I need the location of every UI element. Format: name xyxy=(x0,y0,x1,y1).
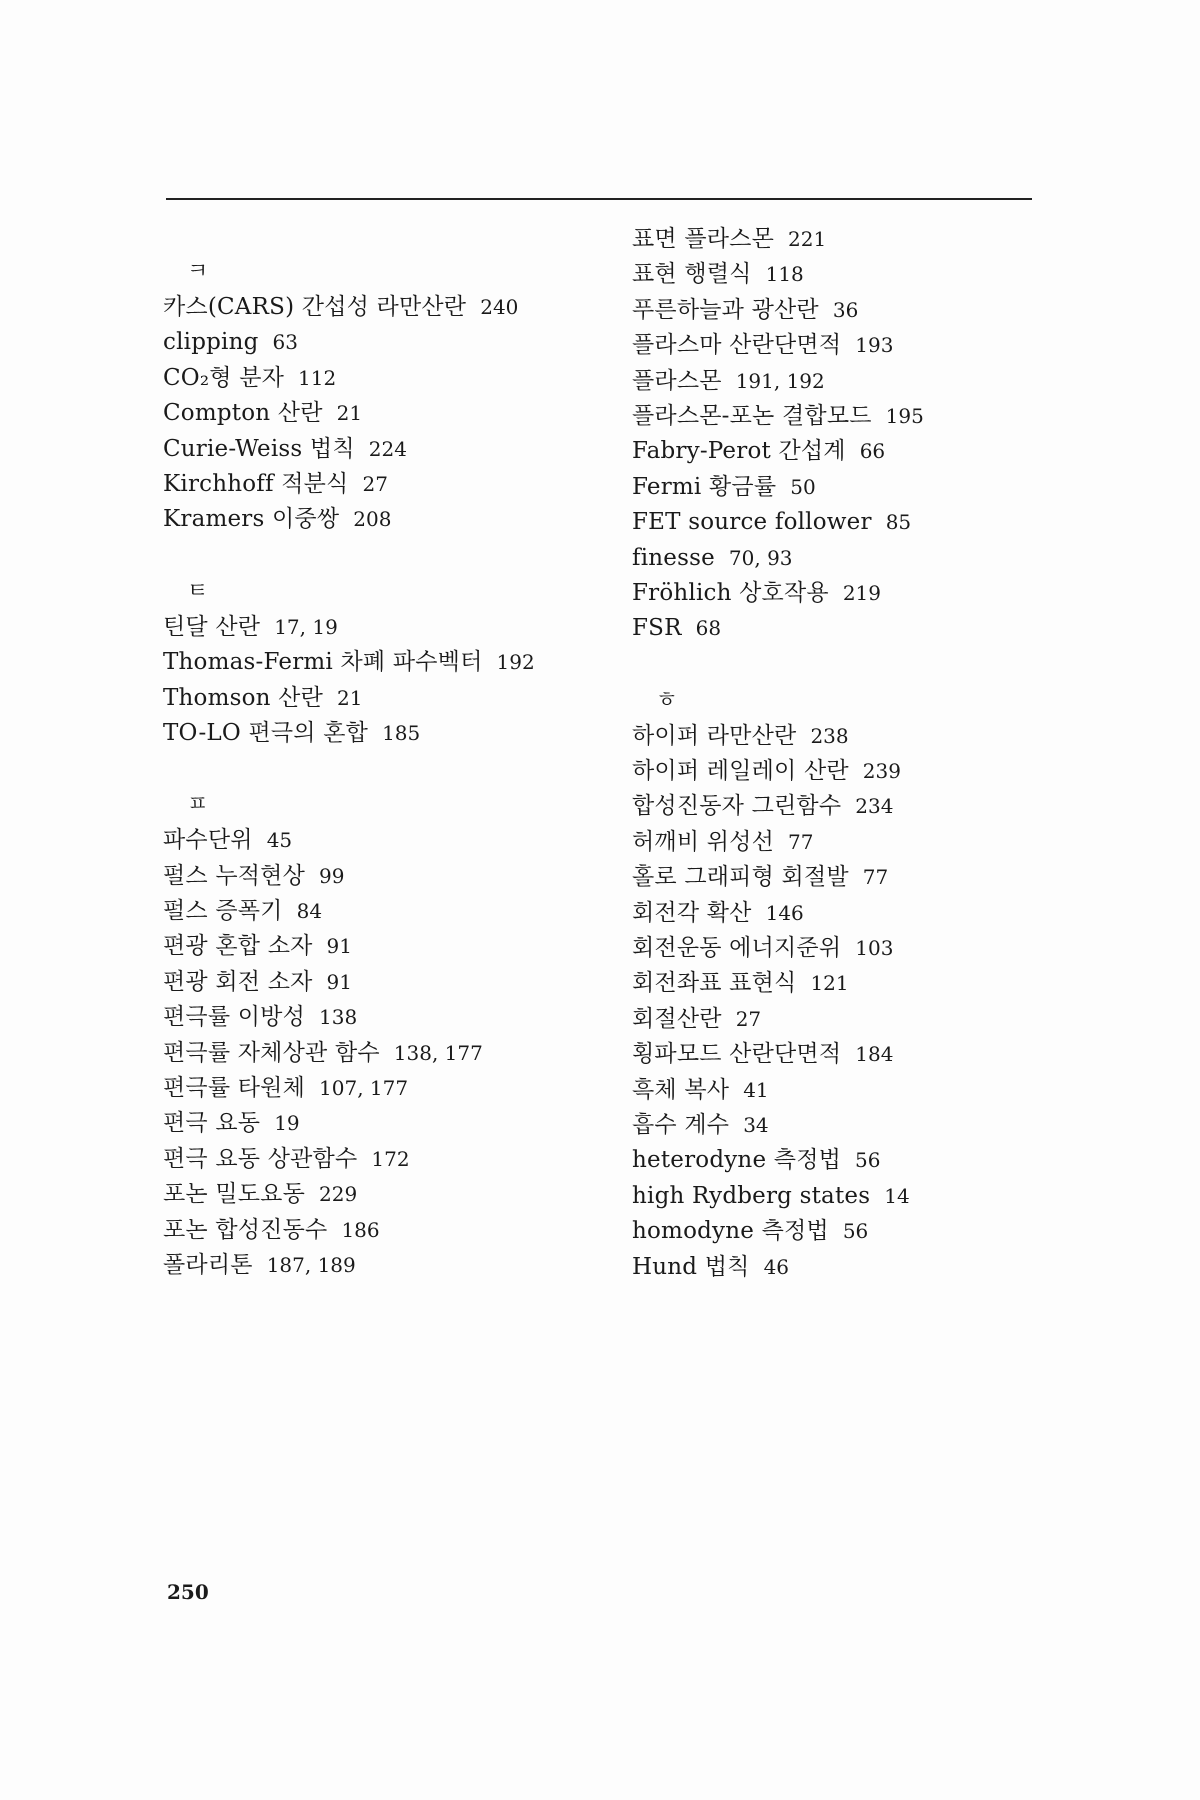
index-entry xyxy=(632,1037,1112,1072)
index-group-kieuk xyxy=(163,254,643,538)
group-heading: ㅍ xyxy=(187,792,209,818)
index-entry xyxy=(632,860,1112,895)
index-group-pieup-continued xyxy=(632,222,1112,647)
entry-term: 편극률 타원체 xyxy=(163,1075,306,1102)
index-entry xyxy=(632,1108,1112,1143)
entry-term: FET source follower xyxy=(632,509,872,536)
entry-term: heterodyne 측정법 xyxy=(632,1147,842,1174)
entry-term: 펄스 누적현상 xyxy=(163,862,306,889)
group-heading: ㅌ xyxy=(187,578,209,604)
index-entry xyxy=(163,1177,643,1212)
group-gap xyxy=(632,647,1112,683)
index-entry xyxy=(163,1071,643,1106)
entry-term: 흑체 복사 xyxy=(632,1076,730,1103)
index-entry xyxy=(632,896,1112,931)
page-number: 250 xyxy=(167,1580,209,1604)
entry-pages: 99 xyxy=(319,863,345,888)
index-entry xyxy=(632,541,1112,576)
entry-pages: 19 xyxy=(274,1111,300,1136)
entry-pages: 112 xyxy=(298,365,337,390)
entry-term: 폴라리톤 xyxy=(163,1251,253,1278)
index-entry xyxy=(632,328,1112,363)
entry-term: high Rydberg states xyxy=(632,1182,871,1209)
index-entry xyxy=(163,467,643,502)
entry-pages: 34 xyxy=(743,1112,769,1137)
entry-term: 카스(CARS) 간섭성 라만산란 xyxy=(163,294,467,320)
entry-pages: 70, 93 xyxy=(728,545,793,570)
index-entry xyxy=(632,364,1112,399)
entry-pages: 56 xyxy=(842,1219,869,1244)
entry-pages: 17, 19 xyxy=(274,614,338,639)
index-entry xyxy=(163,325,643,360)
entry-pages: 27 xyxy=(362,471,388,496)
entry-term: finesse xyxy=(632,544,715,571)
index-entry xyxy=(163,929,643,964)
entry-pages: 63 xyxy=(272,330,298,355)
entry-term: Fröhlich 상호작용 xyxy=(632,579,829,606)
entry-pages: 77 xyxy=(788,829,814,854)
index-entry xyxy=(163,432,643,467)
index-entry xyxy=(632,1179,1112,1214)
entry-pages: 221 xyxy=(788,227,827,251)
entry-term: Thomson 산란 xyxy=(163,684,324,711)
entry-pages: 239 xyxy=(862,759,901,784)
entry-term: 틴달 산란 xyxy=(163,613,261,640)
index-entry xyxy=(632,1250,1112,1285)
entry-term: 편극률 자체상관 함수 xyxy=(163,1039,380,1066)
index-entry xyxy=(163,859,643,894)
entry-term: Fermi 황금률 xyxy=(632,473,777,500)
index-entry xyxy=(632,257,1112,292)
index-group-hieut xyxy=(632,683,1112,1285)
index-entry xyxy=(163,1036,643,1071)
index-entry xyxy=(163,290,643,325)
entry-pages: 118 xyxy=(765,262,804,287)
index-entry xyxy=(163,396,643,431)
entry-pages: 185 xyxy=(382,720,421,745)
entry-pages: 184 xyxy=(855,1042,894,1067)
entry-pages: 186 xyxy=(341,1217,380,1242)
entry-pages: 138, 177 xyxy=(393,1040,483,1065)
entry-term: 포논 합성진동수 xyxy=(163,1216,328,1243)
index-entry xyxy=(632,293,1112,328)
index-entry xyxy=(163,894,643,929)
index-entry xyxy=(632,434,1112,469)
index-group-tieut xyxy=(163,574,643,752)
entry-term: 플라스몬-포논 결합모드 xyxy=(632,402,872,429)
entry-term: 파수단위 xyxy=(163,827,253,854)
entry-pages: 85 xyxy=(885,510,912,535)
entry-pages: 146 xyxy=(765,900,804,925)
entry-pages: 234 xyxy=(855,794,894,819)
left-column xyxy=(163,222,643,1283)
index-entry xyxy=(632,1214,1112,1249)
entry-pages: 36 xyxy=(832,297,859,322)
index-entry xyxy=(632,576,1112,611)
index-entry xyxy=(632,1073,1112,1108)
index-entry xyxy=(632,222,1112,257)
entry-pages: 91 xyxy=(326,969,352,994)
index-entry xyxy=(632,825,1112,860)
entry-term: 편광 혼합 소자 xyxy=(163,933,313,960)
entry-pages: 27 xyxy=(735,1006,762,1031)
index-entry xyxy=(163,361,643,396)
index-entry xyxy=(632,789,1112,824)
entry-pages: 229 xyxy=(319,1182,358,1207)
entry-pages: 56 xyxy=(855,1148,881,1173)
entry-term: 편극 요동 상관함수 xyxy=(163,1145,358,1172)
entry-pages: 21 xyxy=(336,401,363,426)
entry-term: Thomas-Fermi 차폐 파수벡터 xyxy=(163,649,483,676)
index-entry xyxy=(163,610,643,645)
entry-pages: 219 xyxy=(842,580,881,605)
index-entry xyxy=(632,470,1112,505)
entry-term: Curie-Weiss 법칙 xyxy=(163,435,355,462)
entry-term: Fabry-Perot 간섭계 xyxy=(632,438,846,465)
entry-pages: 41 xyxy=(743,1077,769,1102)
entry-term: Kramers 이중쌍 xyxy=(163,506,340,533)
index-entry xyxy=(632,1002,1112,1037)
entry-term: 회전운동 에너지준위 xyxy=(632,935,842,962)
entry-pages: 238 xyxy=(810,723,849,748)
entry-term: Kirchhoff 적분식 xyxy=(163,470,349,497)
index-entry xyxy=(632,611,1112,646)
entry-term: 푸른하늘과 광산란 xyxy=(632,296,819,323)
index-entry xyxy=(163,716,643,751)
entry-term: 표면 플라스몬 xyxy=(632,226,775,252)
entry-term: Compton 산란 xyxy=(163,400,323,427)
entry-pages: 50 xyxy=(790,474,816,499)
entry-pages: 45 xyxy=(266,828,293,853)
index-entry xyxy=(632,719,1112,754)
index-entry xyxy=(163,823,643,858)
entry-term: 횡파모드 산란단면적 xyxy=(632,1041,842,1068)
entry-term: 하이퍼 라만산란 xyxy=(632,722,797,749)
entry-term: 편극률 이방성 xyxy=(163,1004,306,1031)
index-entry xyxy=(632,754,1112,789)
entry-term: 하이퍼 레일레이 산란 xyxy=(632,758,849,785)
entry-pages: 192 xyxy=(496,650,535,675)
entry-term: 회전각 확산 xyxy=(632,899,752,926)
entry-pages: 138 xyxy=(319,1005,358,1030)
entry-pages: 187, 189 xyxy=(266,1252,356,1277)
entry-term: 편광 회전 소자 xyxy=(163,968,313,995)
entry-term: 흡수 계수 xyxy=(632,1111,730,1138)
entry-pages: 21 xyxy=(337,685,363,710)
entry-term: 플라스몬 xyxy=(632,367,722,394)
entry-pages: 121 xyxy=(810,971,849,996)
entry-pages: 68 xyxy=(695,616,722,641)
entry-pages: 172 xyxy=(371,1146,410,1171)
entry-term: 회전좌표 표현식 xyxy=(632,970,797,997)
entry-term: homodyne 측정법 xyxy=(632,1218,829,1245)
entry-term: Hund 법칙 xyxy=(632,1253,750,1280)
index-entry xyxy=(163,681,643,716)
entry-pages: 66 xyxy=(859,439,886,464)
index-group-pieup xyxy=(163,787,643,1283)
entry-term: 합성진동자 그린함수 xyxy=(632,793,842,820)
index-entry xyxy=(163,1213,643,1248)
index-entry xyxy=(163,965,643,1000)
index-entry xyxy=(163,645,643,680)
entry-term: 표현 행렬식 xyxy=(632,261,752,288)
entry-term: 허깨비 위성선 xyxy=(632,828,775,855)
entry-pages: 208 xyxy=(353,507,392,532)
entry-pages: 107, 177 xyxy=(319,1076,409,1101)
entry-term: 홀로 그래피형 회절발 xyxy=(632,864,849,891)
index-entry xyxy=(632,966,1112,1001)
entry-pages: 91 xyxy=(326,934,352,959)
index-entry xyxy=(632,505,1112,540)
entry-term: 펄스 증폭기 xyxy=(163,898,283,925)
index-entry xyxy=(632,1143,1112,1178)
entry-pages: 84 xyxy=(296,899,323,924)
entry-pages: 46 xyxy=(763,1254,790,1279)
entry-term: TO-LO 편극의 혼합 xyxy=(163,719,369,746)
index-entry xyxy=(163,1142,643,1177)
entry-term: clipping xyxy=(163,329,259,356)
entry-pages: 191, 192 xyxy=(735,368,825,393)
top-rule xyxy=(166,198,1032,200)
index-entry xyxy=(163,1248,643,1283)
entry-term: 플라스마 산란단면적 xyxy=(632,332,842,359)
entry-pages: 224 xyxy=(368,436,407,461)
group-heading: ㅎ xyxy=(656,687,678,713)
entry-term: FSR xyxy=(632,615,682,642)
index-entry xyxy=(163,1000,643,1035)
entry-pages: 14 xyxy=(884,1183,910,1208)
group-gap xyxy=(163,751,643,787)
entry-pages: 240 xyxy=(480,295,519,319)
entry-term: 포논 밀도요동 xyxy=(163,1181,306,1208)
entry-term: CO₂형 분자 xyxy=(163,364,285,391)
index-entry xyxy=(632,931,1112,966)
group-heading: ㅋ xyxy=(187,259,209,284)
entry-term: 편극 요동 xyxy=(163,1110,261,1137)
entry-pages: 195 xyxy=(885,403,924,428)
entry-pages: 77 xyxy=(862,865,889,890)
entry-pages: 103 xyxy=(855,936,894,961)
index-entry xyxy=(163,502,643,537)
right-column xyxy=(632,222,1112,1285)
group-gap xyxy=(163,538,643,574)
index-entry xyxy=(632,399,1112,434)
entry-term: 회절산란 xyxy=(632,1005,722,1032)
index-entry xyxy=(163,1106,643,1141)
entry-pages: 193 xyxy=(855,333,894,358)
